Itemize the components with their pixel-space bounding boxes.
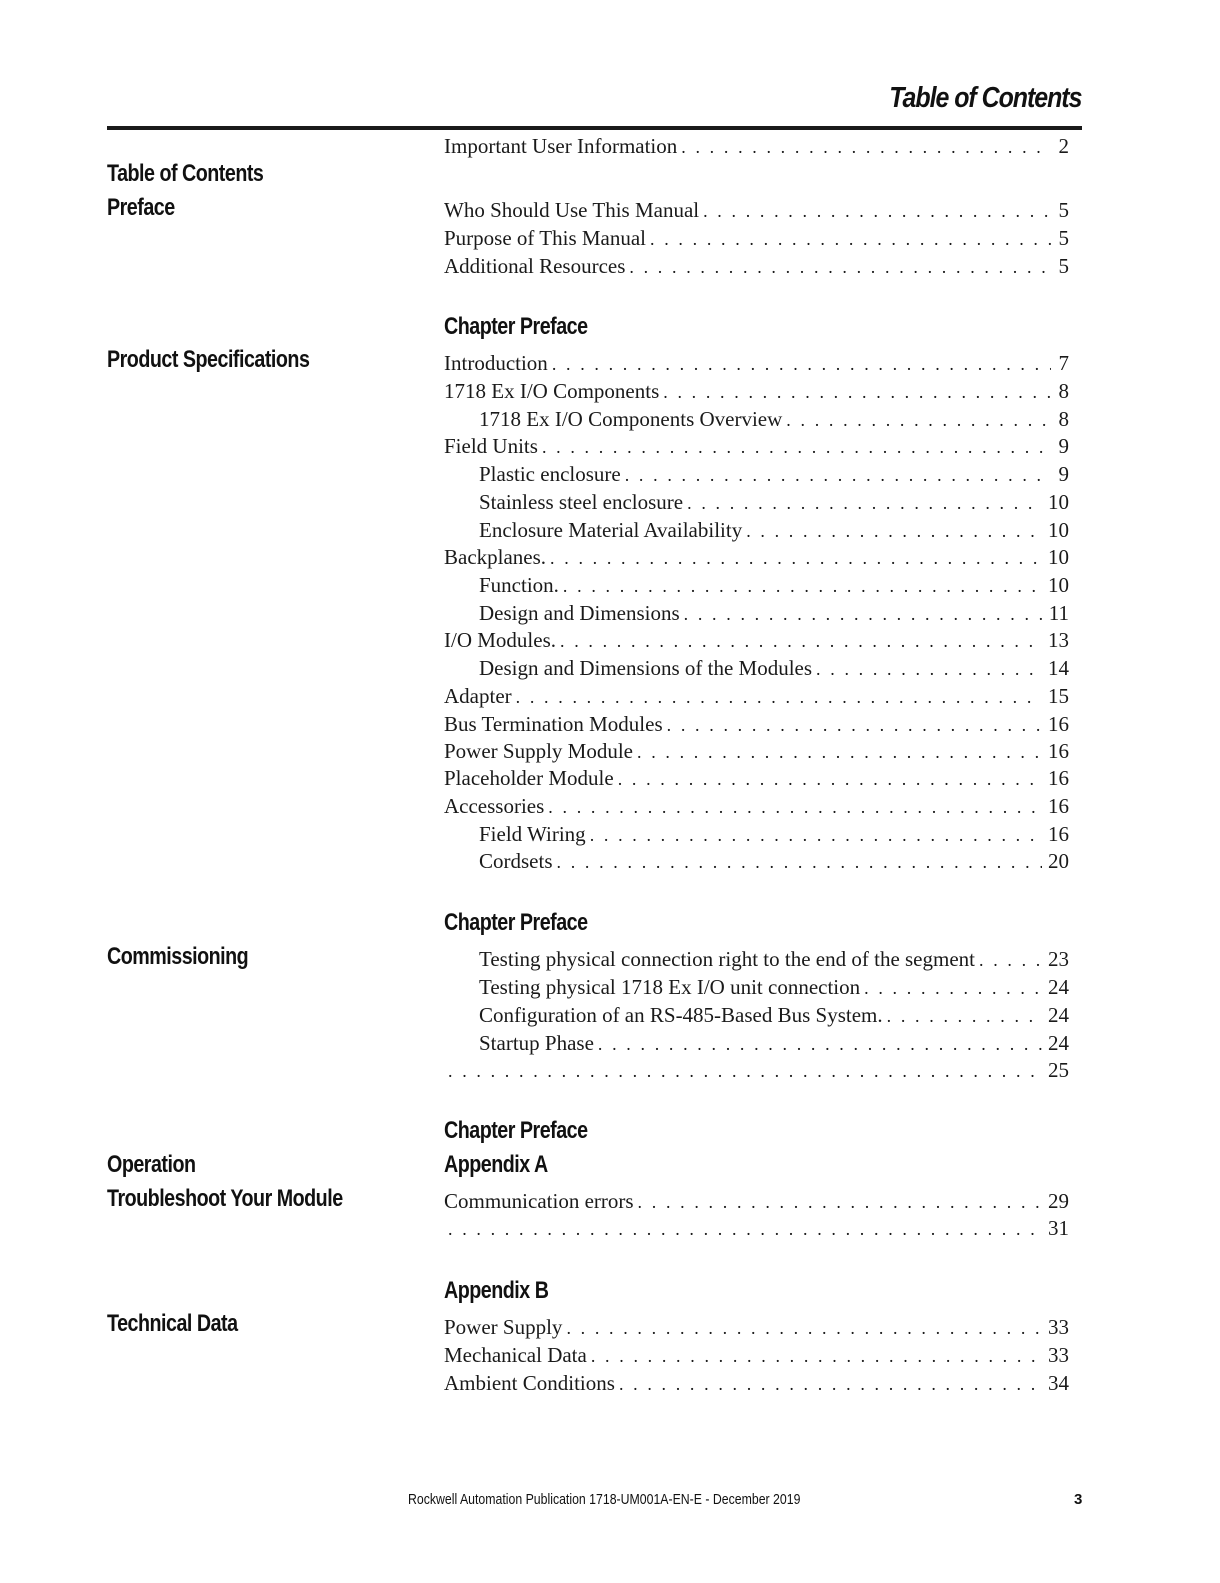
toc-entry-page: 24 (1048, 1031, 1069, 1055)
toc-subentry[interactable] (444, 847, 1069, 875)
toc-entry[interactable] (444, 1056, 1069, 1084)
toc-entry-page: 8 (1058, 379, 1069, 403)
toc-entry[interactable] (444, 543, 1069, 571)
leader-dots (560, 627, 1042, 655)
toc-entry-page: 13 (1048, 628, 1069, 652)
leader-dots (552, 350, 1051, 378)
toc-subentry[interactable] (444, 516, 1069, 544)
toc-entry-page: 34 (1048, 1371, 1069, 1395)
leader-dots (637, 738, 1042, 766)
leader-dots (703, 197, 1051, 225)
toc-entry-label: Accessories (444, 794, 545, 818)
page-header-title: Table of Contents (888, 82, 1081, 114)
toc-entry[interactable] (444, 1214, 1069, 1242)
leader-dots (629, 253, 1051, 281)
toc-entry-page: 9 (1058, 434, 1069, 458)
toc-entry[interactable] (444, 224, 1069, 252)
leader-dots (598, 1030, 1042, 1058)
toc-entry-label: Testing physical 1718 Ex I/O unit connection (479, 975, 861, 999)
chapter-heading: Chapter Preface (444, 1117, 588, 1144)
toc-entry-label: Stainless steel enclosure (479, 490, 684, 514)
toc-entry[interactable] (444, 1313, 1069, 1341)
toc-entry-page: 16 (1048, 712, 1069, 736)
toc-entry-label: Power Supply Module (444, 739, 633, 763)
toc-entry-page: 33 (1048, 1343, 1069, 1367)
toc-subentry[interactable] (444, 1001, 1069, 1029)
toc-entry-label: Who Should Use This Manual (444, 198, 700, 222)
section-label-preface[interactable]: Preface (107, 194, 175, 221)
toc-entry-label: Adapter (444, 684, 512, 708)
toc-entry-label: Field Units (444, 434, 538, 458)
chapter-heading: Chapter Preface (444, 909, 588, 936)
toc-subentry[interactable] (444, 599, 1069, 627)
toc-entry[interactable] (444, 1341, 1069, 1369)
toc-entry-page: 31 (1048, 1216, 1069, 1240)
toc-entry-page: 24 (1048, 975, 1069, 999)
toc-entry-page: 5 (1058, 254, 1069, 278)
leader-dots (816, 655, 1042, 683)
chapter-heading: Chapter Preface (444, 313, 588, 340)
toc-entry-label: Startup Phase (479, 1031, 594, 1055)
leader-dots (979, 946, 1042, 974)
toc-entry[interactable] (444, 252, 1069, 280)
toc-entry-page: 15 (1048, 684, 1069, 708)
leader-dots (625, 461, 1051, 489)
leader-dots (448, 1057, 1042, 1085)
toc-subentry[interactable] (444, 654, 1069, 682)
toc-entry[interactable] (444, 432, 1069, 460)
leader-dots (650, 225, 1051, 253)
leader-dots (619, 1370, 1042, 1398)
section-label-troubleshoot-your-module[interactable]: Troubleshoot Your Module (107, 1185, 343, 1212)
toc-entry-label: Important User Information (444, 134, 678, 158)
toc-entry[interactable] (444, 792, 1069, 820)
toc-entry-page: 5 (1058, 198, 1069, 222)
toc-entry-page: 20 (1048, 849, 1069, 873)
toc-entry-label: Placeholder Module (444, 766, 614, 790)
toc-entry-label: Mechanical Data (444, 1343, 587, 1367)
toc-entry-page: 23 (1048, 947, 1069, 971)
leader-dots (591, 1342, 1042, 1370)
section-label-product-specifications[interactable]: Product Specifications (107, 346, 310, 373)
toc-entry-label: Function. (479, 573, 559, 597)
toc-entry-label: Design and Dimensions of the Modules (479, 656, 813, 680)
toc-entry-label: Plastic enclosure (479, 462, 621, 486)
leader-dots (786, 406, 1051, 434)
leader-dots (663, 378, 1051, 406)
leader-dots (542, 433, 1051, 461)
leader-dots (566, 1314, 1042, 1342)
toc-entry-label: Ambient Conditions (444, 1371, 615, 1395)
toc-entry-label: Field Wiring (479, 822, 586, 846)
toc-entry-page: 10 (1048, 518, 1069, 542)
toc-entry-label: Communication errors (444, 1189, 634, 1213)
toc-entry-page: 5 (1058, 226, 1069, 250)
toc-entry-label: I/O Modules. (444, 628, 556, 652)
leader-dots (887, 1002, 1042, 1030)
toc-entry[interactable] (444, 710, 1069, 738)
toc-entry[interactable] (444, 132, 1069, 160)
appendix-heading: Appendix B (444, 1277, 549, 1304)
section-label-table-of-contents[interactable]: Table of Contents (107, 160, 264, 187)
toc-subentry[interactable] (444, 488, 1069, 516)
toc-entry-label: Design and Dimensions (479, 601, 680, 625)
toc-entry-page: 7 (1058, 351, 1069, 375)
header-rule (107, 126, 1082, 130)
toc-entry-page: 16 (1048, 794, 1069, 818)
leader-dots (590, 821, 1042, 849)
leader-dots (448, 1215, 1042, 1243)
toc-entry-page: 10 (1048, 490, 1069, 514)
toc-subentry[interactable] (444, 973, 1069, 1001)
toc-entry-page: 9 (1058, 462, 1069, 486)
leader-dots (684, 600, 1043, 628)
toc-entry-page: 8 (1058, 407, 1069, 431)
leader-dots (516, 683, 1042, 711)
leader-dots (548, 793, 1042, 821)
leader-dots (550, 544, 1042, 572)
toc-entry-label: Purpose of This Manual (444, 226, 647, 250)
toc-entry-label: Enclosure Material Availability (479, 518, 743, 542)
toc-entry[interactable] (444, 349, 1069, 377)
appendix-heading: Appendix A (444, 1151, 548, 1178)
leader-dots (638, 1188, 1042, 1216)
section-label-technical-data[interactable]: Technical Data (107, 1310, 238, 1337)
toc-entry-page: 25 (1048, 1058, 1069, 1082)
leader-dots (618, 765, 1042, 793)
toc-entry-page: 16 (1048, 766, 1069, 790)
leader-dots (557, 848, 1043, 876)
toc-entry-page: 24 (1048, 1003, 1069, 1027)
toc-entry-label: Bus Termination Modules (444, 712, 663, 736)
toc-subentry[interactable] (444, 405, 1069, 433)
toc-entry-label: Cordsets (479, 849, 553, 873)
toc-entry[interactable] (444, 626, 1069, 654)
toc-subentry[interactable] (444, 1029, 1069, 1057)
toc-entry-label: 1718 Ex I/O Components (444, 379, 660, 403)
footer-publication: Rockwell Automation Publication 1718-UM001A-EN-E - December 2019 (408, 1491, 801, 1508)
toc-entry-page: 11 (1048, 601, 1069, 625)
section-label-commissioning[interactable]: Commissioning (107, 943, 249, 970)
toc-entry-page: 10 (1048, 545, 1069, 569)
toc-entry[interactable] (444, 764, 1069, 792)
toc-subentry[interactable] (444, 820, 1069, 848)
leader-dots (864, 974, 1042, 1002)
leader-dots (563, 572, 1042, 600)
toc-entry-page: 16 (1048, 739, 1069, 763)
toc-entry[interactable] (444, 377, 1069, 405)
toc-entry-page: 16 (1048, 822, 1069, 846)
toc-entry[interactable] (444, 1369, 1069, 1397)
toc-entry[interactable] (444, 196, 1069, 224)
toc-subentry[interactable] (444, 945, 1069, 973)
leader-dots (687, 489, 1042, 517)
toc-entry-page: 29 (1048, 1189, 1069, 1213)
leader-dots (746, 517, 1042, 545)
toc-entry-label: Testing physical connection right to the end of the segment (479, 947, 975, 971)
toc-entry-page: 14 (1048, 656, 1069, 680)
toc-entry-page: 33 (1048, 1315, 1069, 1339)
toc-entry-label: Backplanes. (444, 545, 547, 569)
toc-entry-label: Configuration of an RS-485-Based Bus System. (479, 1003, 883, 1027)
leader-dots (681, 133, 1051, 161)
leader-dots (667, 711, 1042, 739)
toc-entry-page: 10 (1048, 573, 1069, 597)
section-label-operation[interactable]: Operation (107, 1151, 196, 1178)
footer-page-number: 3 (1074, 1491, 1083, 1508)
toc-subentry[interactable] (444, 460, 1069, 488)
toc-entry[interactable] (444, 1187, 1069, 1215)
toc-entry-label: Introduction (444, 351, 548, 375)
toc-entry-label: 1718 Ex I/O Components Overview (479, 407, 783, 431)
toc-entry-page: 2 (1058, 134, 1069, 158)
toc-entry[interactable] (444, 682, 1069, 710)
toc-entry[interactable] (444, 737, 1069, 765)
toc-entry-label: Additional Resources (444, 254, 626, 278)
toc-subentry[interactable] (444, 571, 1069, 599)
toc-entry-label: Power Supply (444, 1315, 563, 1339)
